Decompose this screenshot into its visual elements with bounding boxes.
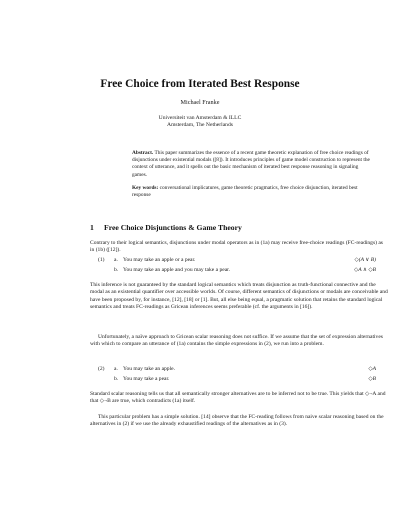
example-formula: ◇A: [368, 366, 376, 372]
paragraph: Contrary to their logical semantics, disjunctions under modal operators as in (1a) may receive free-choice readings (FC-readings) as in (1b) ([12]).: [90, 240, 383, 254]
example-label: b.: [114, 267, 119, 273]
paragraph: This particular problem has a simple solution. [14] observe that the FC-reading follows from naive scalar reasoning based on the alternatives in (2) if we use the already exhaustified readings of the alternatives as in (3).: [90, 414, 384, 428]
example-text: You may take a pear.: [123, 376, 170, 382]
example-item: [90, 267, 388, 275]
paragraph: Standard scalar reasoning tells us that all semantically stronger alternatives are to be inferred not to be true. This yields that ◇¬A and that ◇¬B are true, which contradicts (1a) itself.: [90, 391, 386, 405]
section-title: Free Choice Disjunctions & Game Theory: [104, 223, 242, 232]
example-item: [90, 257, 388, 265]
example-formula: ◇(A ∨ B): [354, 257, 376, 263]
section-heading: [90, 223, 380, 232]
example-number: (1): [98, 257, 105, 263]
example-formula: ◇B: [368, 376, 376, 382]
author-name: Michael Franke: [180, 99, 220, 106]
paragraph: This inference is not guaranteed by the standard logical semantics which treats disjunction as truth-functional connective and the modal as an existential quantifier over accessible worlds. Of course, different semantics of disjunctions or modals are conceivable and have been proposed by, for instance, [12], [18] or [1]. But, all else being equal, a pragmatic solution that retains the standard logical semantics and treats FC-readings as Gricean inferences seems preferable (cf. the arguments in [16]).: [90, 282, 388, 310]
affiliation: [0, 115, 400, 129]
example-text: You may take an apple.: [123, 366, 175, 372]
abstract-text: This paper summarizes the essence of a recent game theoretic explanation of free choice readings of disjunctions under existential modals ([8]). It introduces principles of game model construction to represent the context of utterance, and it spells out the basic mechanism of iterated best response reasoning in signaling games.: [132, 150, 370, 178]
example-label: a.: [114, 366, 118, 372]
example-item: [90, 366, 388, 374]
abstract: [132, 150, 370, 199]
abstract-label: Abstract.: [132, 150, 154, 156]
paragraph: Unfortunately, a naïve approach to Gricean scalar reasoning does not suffice. If we assume that the set of expression alternatives with which to compare an utterance of (1a) contains the simple expressions in (2), we run into a problem.: [90, 334, 383, 348]
example-number: (2): [98, 366, 105, 372]
example-label: b.: [114, 376, 119, 382]
section-number: 1: [90, 223, 94, 232]
keywords-label: Key words:: [132, 184, 159, 191]
example-text: You may take an apple or a pear.: [123, 257, 196, 263]
example-label: a.: [114, 257, 118, 263]
paper-title: Free Choice from Iterated Best Response: [100, 78, 300, 90]
example-formula: ◇A ∧ ◇B: [353, 267, 376, 273]
example-item: [90, 376, 388, 384]
keywords-text: conversational implicatures, game theoretic pragmatics, free choice disjunction, iterated best response: [132, 184, 358, 199]
example-text: You may take an apple and you may take a pear.: [123, 267, 231, 273]
affiliation-line: Amsterdam, The Netherlands: [167, 122, 233, 128]
affiliation-line: Universiteit van Amsterdam & ILLC: [158, 115, 242, 121]
